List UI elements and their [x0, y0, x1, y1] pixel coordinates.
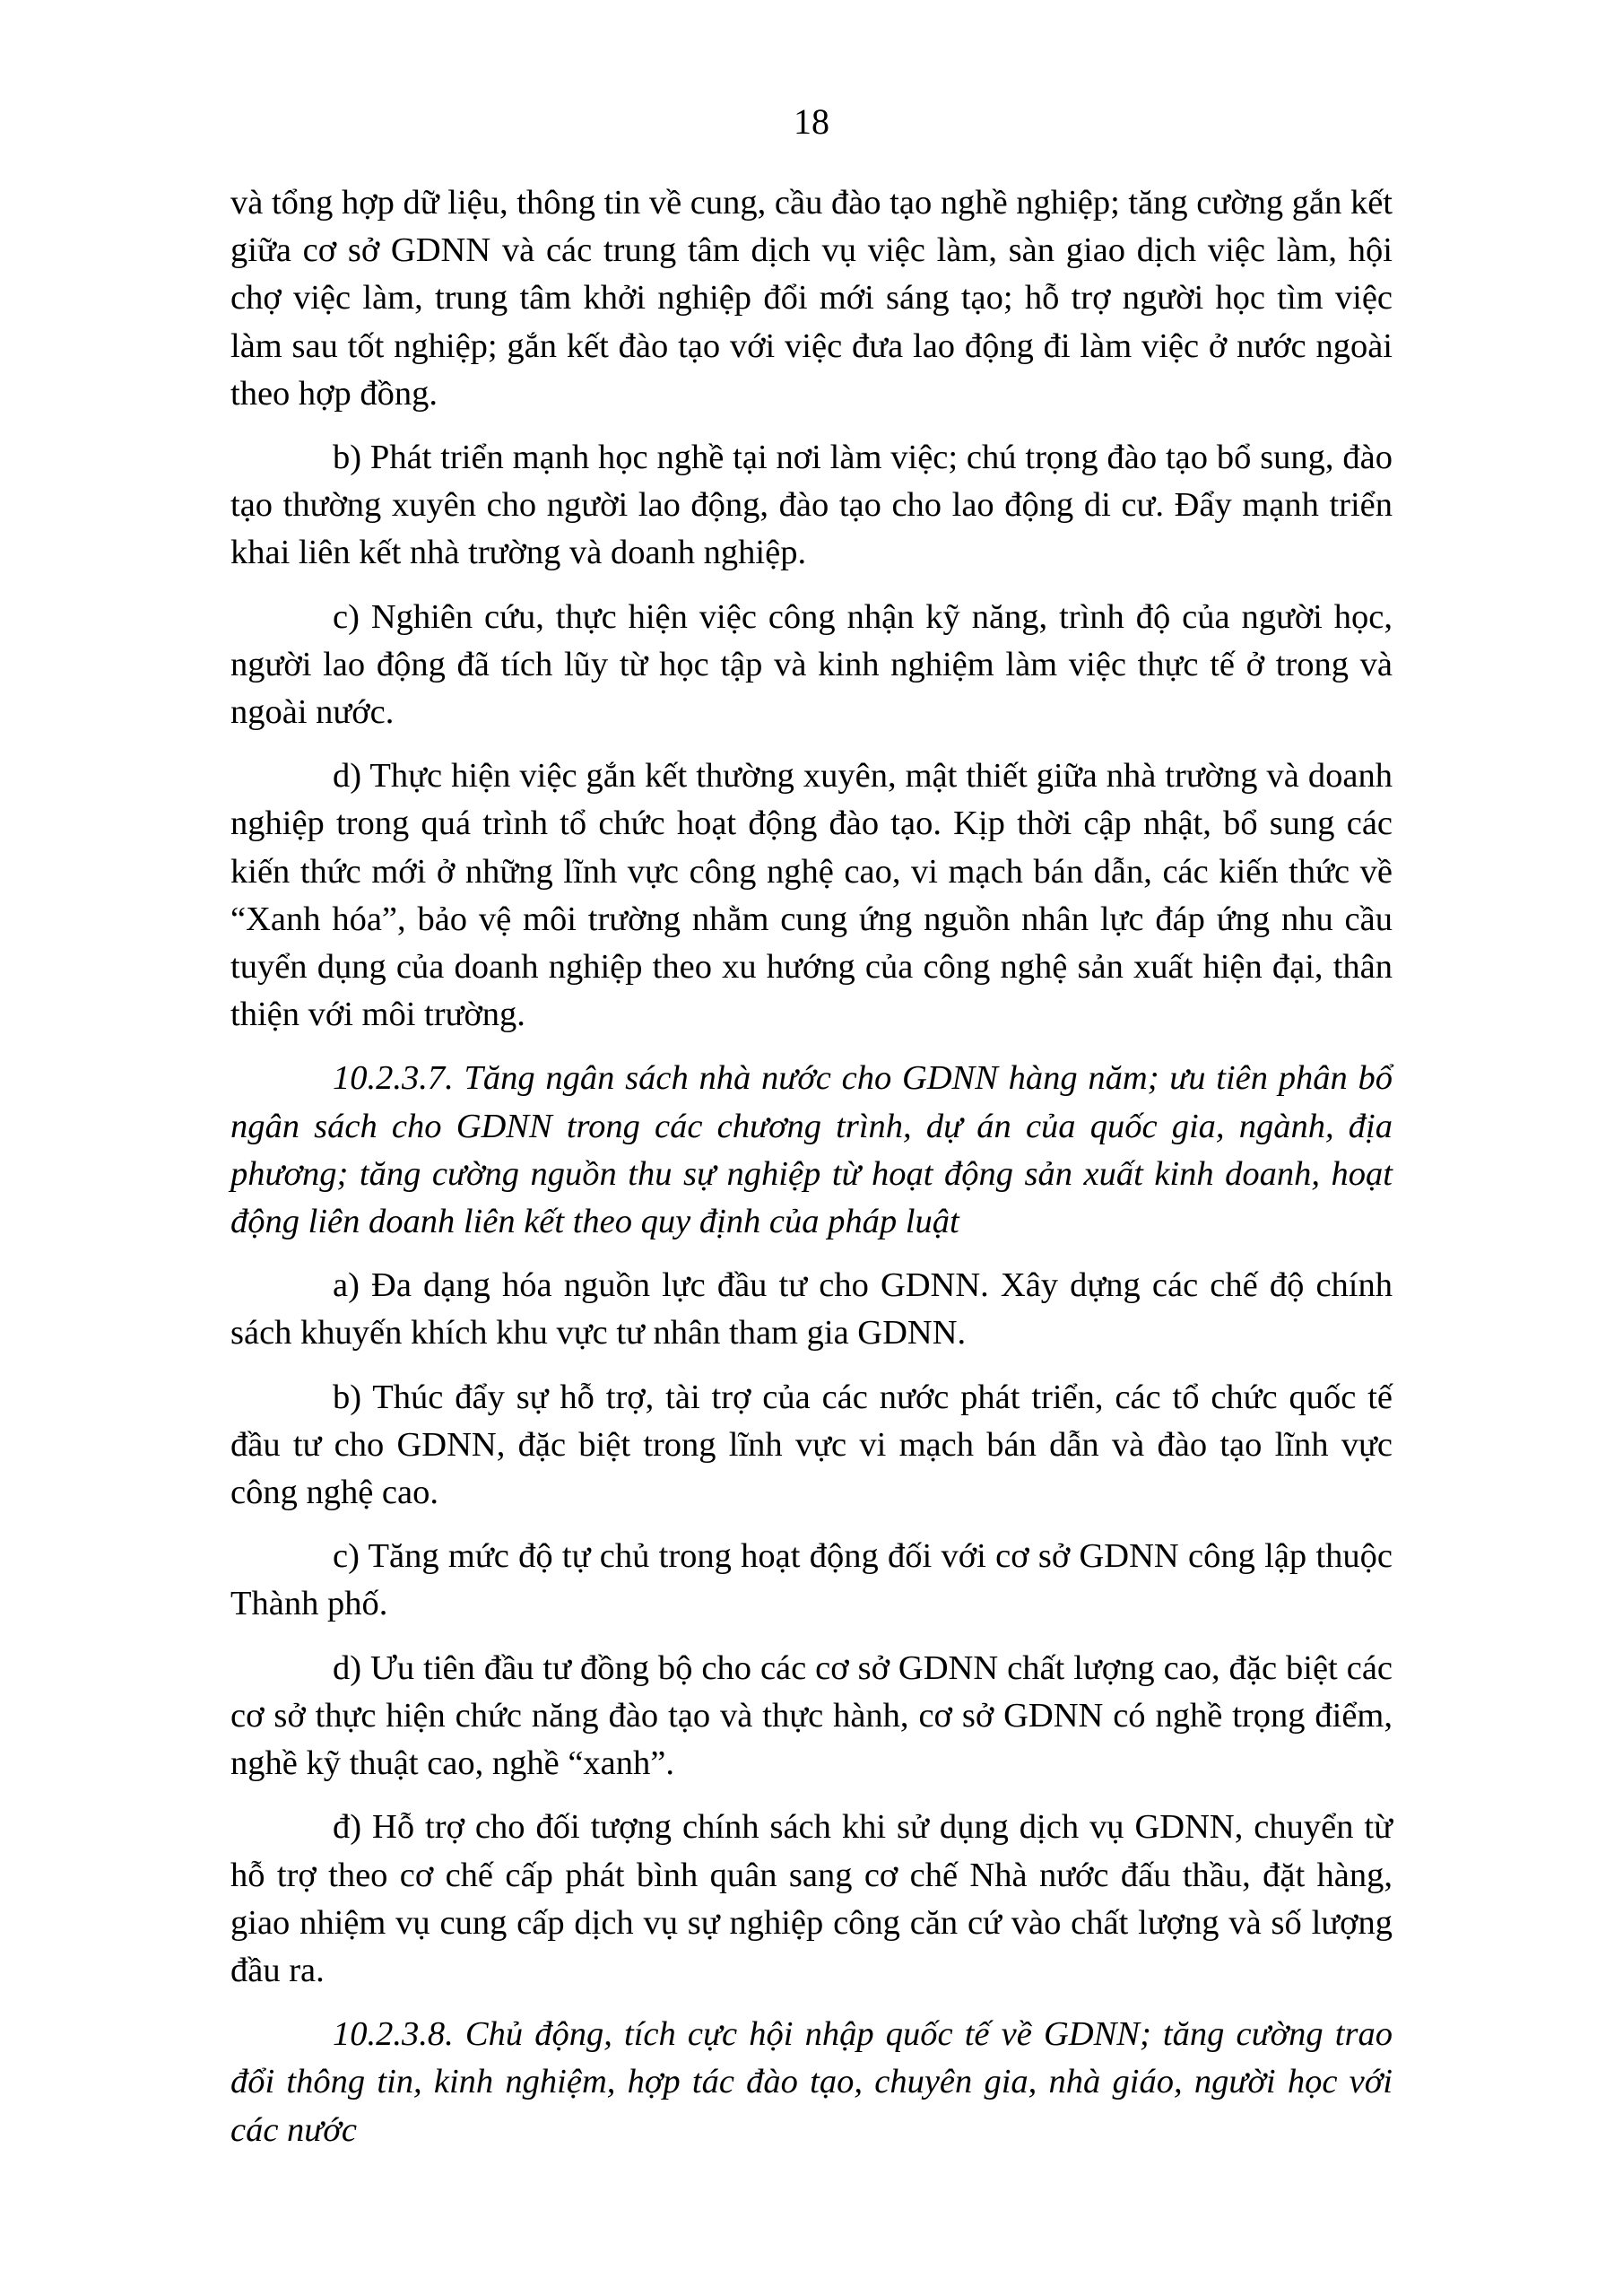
paragraph-item-c: c) Tăng mức độ tự chủ trong hoạt động đối với cơ sở GDNN công lập thuộc Thành phố.	[230, 1537, 1393, 1623]
section-heading-10-2-3-7: 10.2.3.7. Tăng ngân sách nhà nước cho GDNN hàng năm; ưu tiên phân bổ ngân sách cho GDNN trong các chương trình, dự án của quốc gia, ngành, địa phương; tăng cường nguồn thu sự nghiệp từ hoạt động sản xuất kinh doanh, hoạt động liên doanh liên kết theo quy định của pháp luật	[230, 1059, 1393, 1241]
paragraph-item-d: d) Ưu tiên đầu tư đồng bộ cho các cơ sở GDNN chất lượng cao, đặc biệt các cơ sở thực hiện chức năng đào tạo và thực hành, cơ sở GDNN có nghề trọng điểm, nghề kỹ thuật cao, nghề “xanh”.	[230, 1648, 1393, 1783]
paragraph-item-dd: đ) Hỗ trợ cho đối tượng chính sách khi sử dụng dịch vụ GDNN, chuyển từ hỗ trợ theo cơ chế cấp phát bình quân sang cơ chế Nhà nước đấu thầu, đặt hàng, giao nhiệm vụ cung cấp dịch vụ sự nghiệp công căn cứ vào chất lượng và số lượng đầu ra.	[230, 1808, 1393, 1989]
paragraph-item-c: c) Nghiên cứu, thực hiện việc công nhận kỹ năng, trình độ của người học, người lao động đã tích lũy từ học tập và kinh nghiệm làm việc thực tế ở trong và ngoài nước.	[230, 597, 1393, 732]
paragraph-continuation: và tổng hợp dữ liệu, thông tin về cung, cầu đào tạo nghề nghiệp; tăng cường gắn kết giữa cơ sở GDNN và các trung tâm dịch vụ việc làm, sàn giao dịch việc làm, hội chợ việc làm, trung tâm khởi nghiệp đổi mới sáng tạo; hỗ trợ người học tìm việc làm sau tốt nghiệp; gắn kết đào tạo với việc đưa lao động đi làm việc ở nước ngoài theo hợp đồng.	[230, 184, 1393, 413]
page-number: 18	[794, 101, 829, 142]
paragraph-item-b: b) Thúc đẩy sự hỗ trợ, tài trợ của các nước phát triển, các tổ chức quốc tế đầu tư cho GDNN, đặc biệt trong lĩnh vực vi mạch bán dẫn và đào tạo lĩnh vực công nghệ cao.	[230, 1378, 1393, 1512]
paragraph-item-b: b) Phát triển mạnh học nghề tại nơi làm việc; chú trọng đào tạo bổ sung, đào tạo thường xuyên cho người lao động, đào tạo cho lao động di cư. Đẩy mạnh triển khai liên kết nhà trường và doanh nghiệp.	[230, 439, 1393, 572]
paragraph-item-d: d) Thực hiện việc gắn kết thường xuyên, mật thiết giữa nhà trường và doanh nghiệp trong quá trình tổ chức hoạt động đào tạo. Kịp thời cập nhật, bổ sung các kiến thức mới ở những lĩnh vực công nghệ cao, vi mạch bán dẫn, các kiến thức về “Xanh hóa”, bảo vệ môi trường nhằm cung ứng nguồn nhân lực đáp ứng nhu cầu tuyển dụng của doanh nghiệp theo xu hướng của công nghệ sản xuất hiện đại, thân thiện với môi trường.	[230, 757, 1393, 1034]
document-body	[230, 179, 1393, 2170]
section-heading-10-2-3-8: 10.2.3.8. Chủ động, tích cực hội nhập quốc tế về GDNN; tăng cường trao đổi thông tin, kinh nghiệm, hợp tác đào tạo, chuyên gia, nhà giáo, người học với các nước	[230, 2015, 1393, 2149]
paragraph-item-a: a) Đa dạng hóa nguồn lực đầu tư cho GDNN. Xây dựng các chế độ chính sách khuyến khích khu vực tư nhân tham gia GDNN.	[230, 1266, 1393, 1352]
